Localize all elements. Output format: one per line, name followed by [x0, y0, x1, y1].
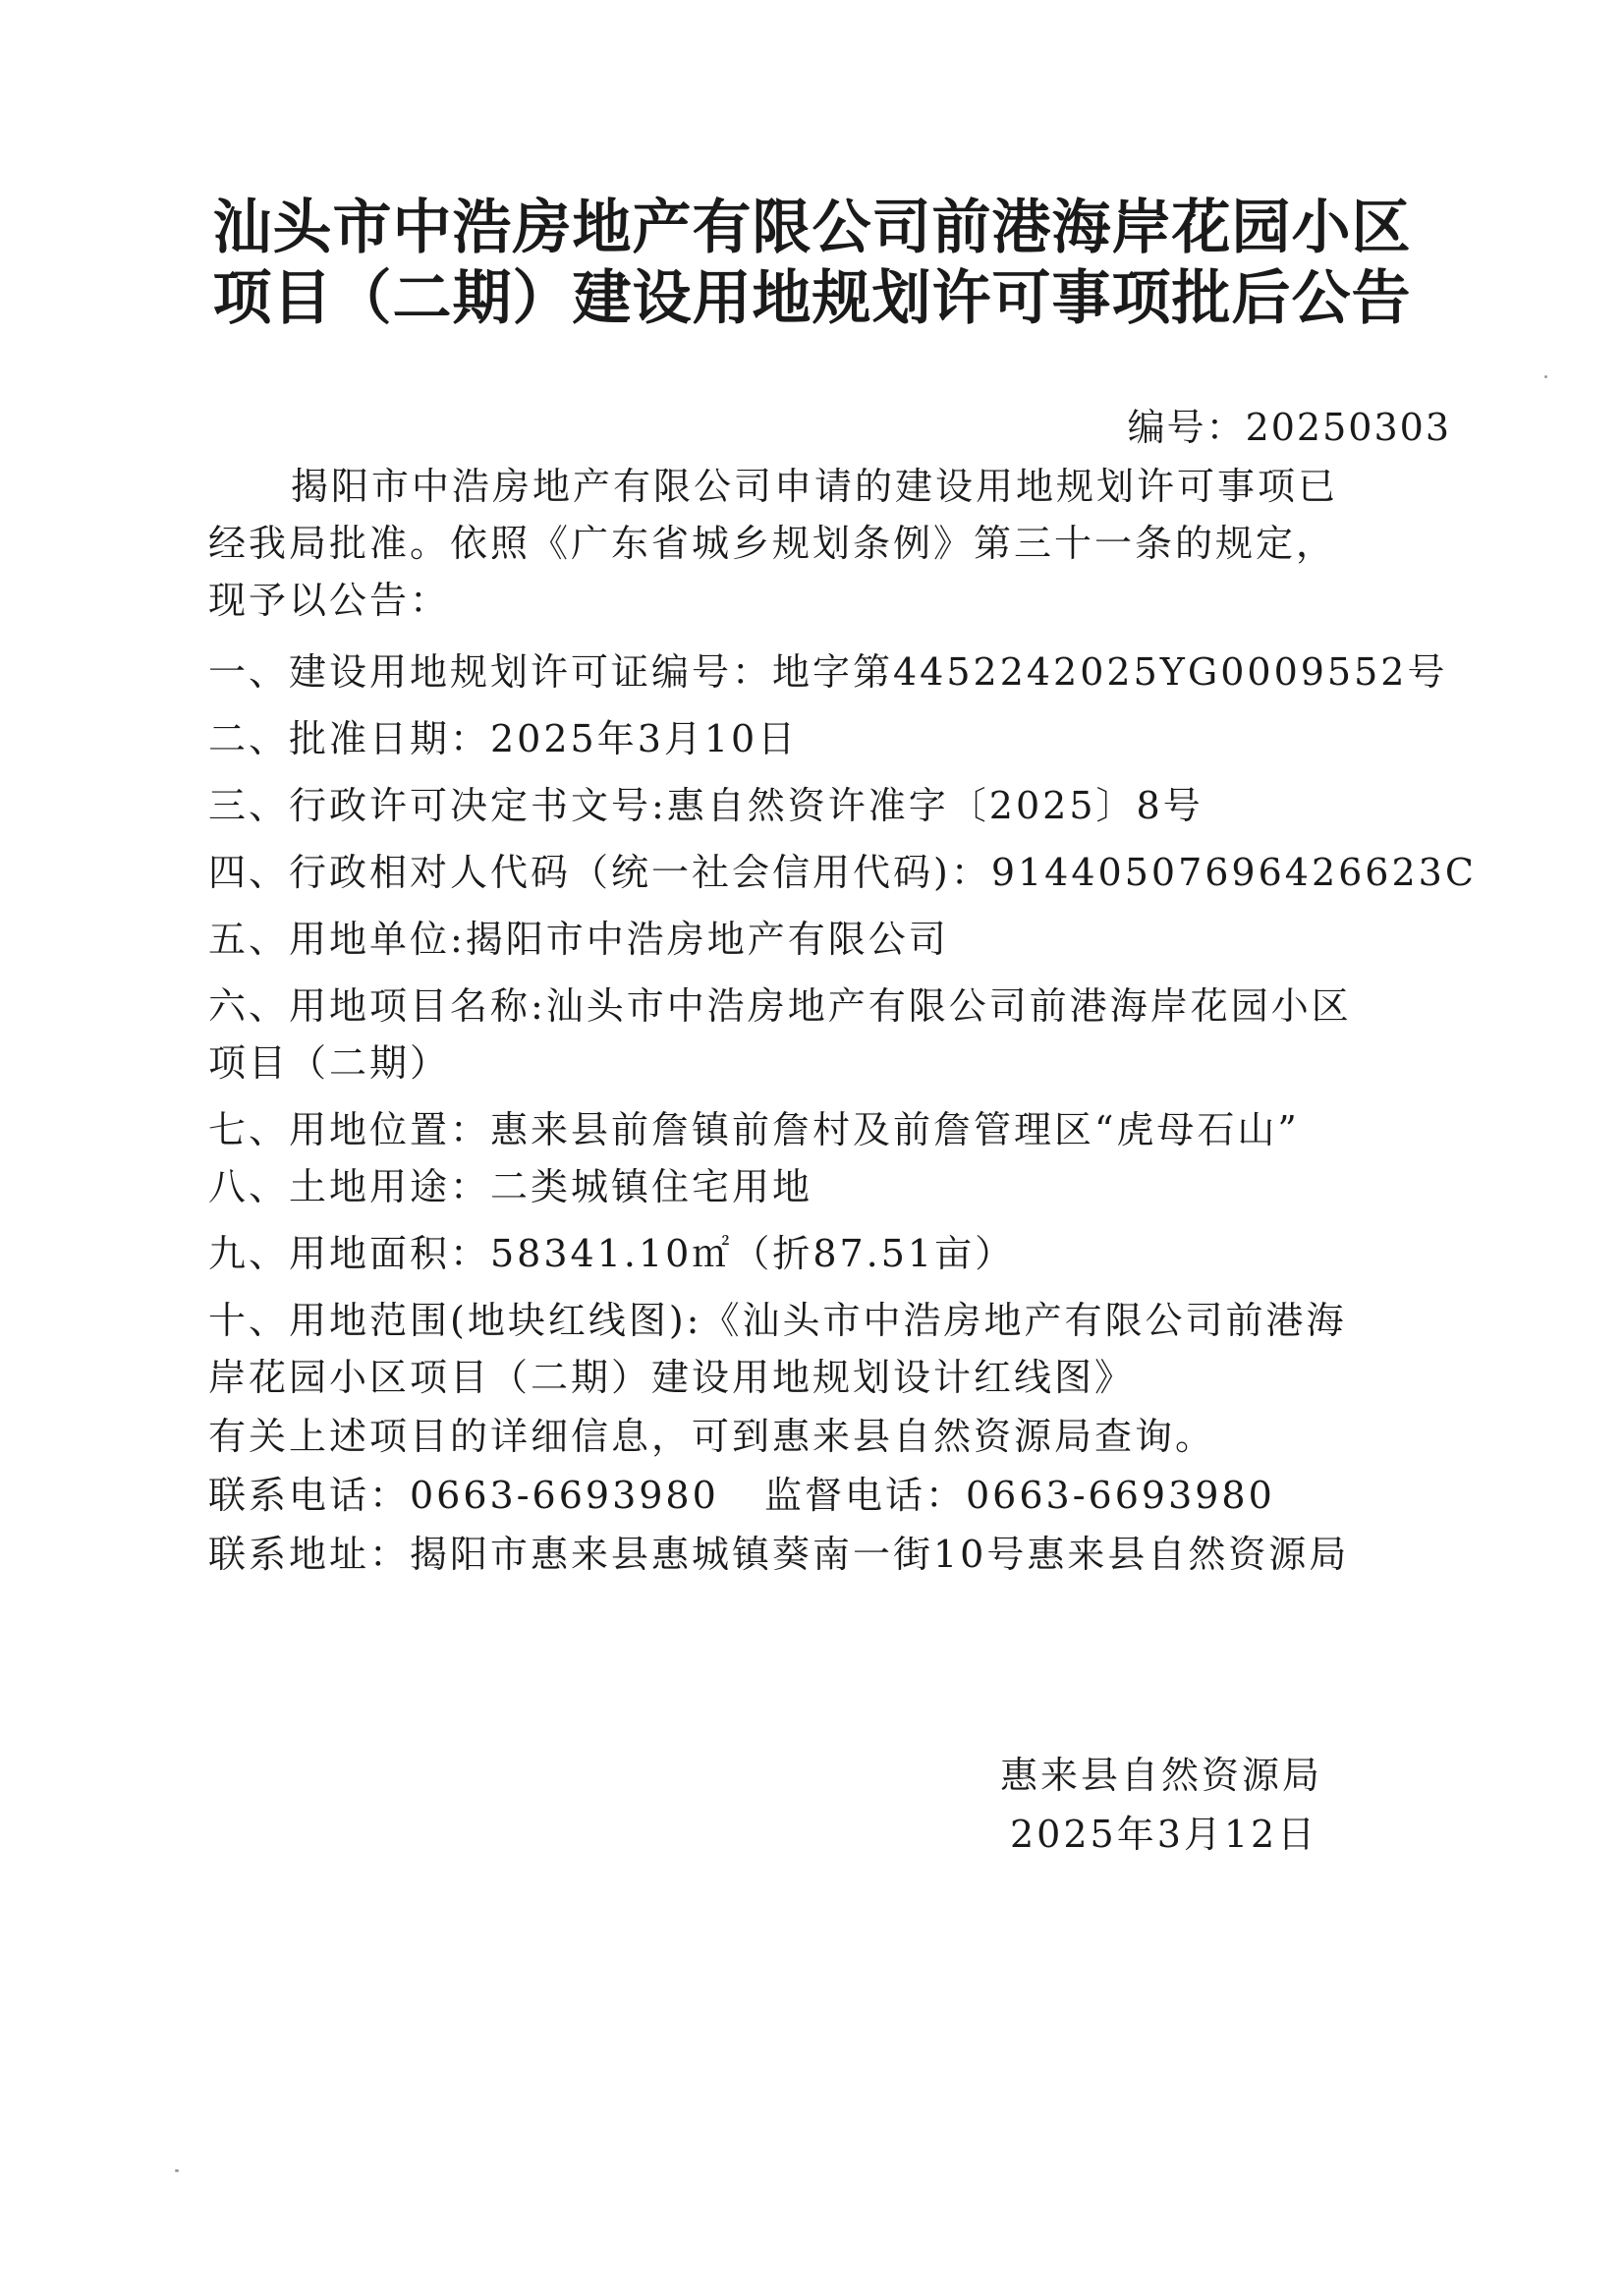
- signature-date: 2025年3月12日: [1010, 1813, 1318, 1856]
- details-note: 有关上述项目的详细信息，可到惠来县自然资源局查询。: [208, 1415, 1216, 1458]
- item-approval-date: 二、批准日期：2025年3月10日: [208, 717, 799, 760]
- item-land-area: 九、用地面积：58341.10㎡（折87.51亩）: [208, 1232, 1016, 1275]
- title-line-2: 项目（二期）建设用地规划许可事项批后公告: [212, 264, 1412, 333]
- item-land-scope: 十、用地范围(地块红线图):《汕头市中浩房地产有限公司前港海: [208, 1299, 1347, 1342]
- contact-address: 联系地址：揭阳市惠来县惠城镇葵南一街10号惠来县自然资源局: [208, 1533, 1350, 1576]
- item-project-name-continued: 项目（二期）: [208, 1041, 451, 1085]
- item-land-location: 七、用地位置：惠来县前詹镇前詹村及前詹管理区“虎母石山”: [208, 1108, 1300, 1151]
- item-project-name: 六、用地项目名称:汕头市中浩房地产有限公司前港海岸花园小区: [208, 984, 1352, 1028]
- title-line-1: 汕头市中浩房地产有限公司前港海岸花园小区: [212, 194, 1412, 262]
- contact-phone: 联系电话：0663-6693980: [208, 1474, 719, 1517]
- item-credit-code: 四、行政相对人代码（统一社会信用代码)：91440507696426623C: [208, 851, 1477, 894]
- signature-organization: 惠来县自然资源局: [1000, 1754, 1323, 1797]
- item-land-user: 五、用地单位:揭阳市中浩房地产有限公司: [208, 918, 949, 961]
- intro-line-3: 现予以公告：: [208, 579, 451, 622]
- supervise-phone: 监督电话：0663-6693980: [764, 1474, 1275, 1517]
- scan-speck: [175, 2169, 179, 2172]
- item-land-scope-continued: 岸花园小区项目（二期）建设用地规划设计红线图》: [208, 1356, 1136, 1399]
- scan-speck: [1544, 375, 1547, 378]
- intro-line-1: 揭阳市中浩房地产有限公司申请的建设用地规划许可事项已: [291, 465, 1339, 508]
- document-number: 编号：20250303: [1127, 406, 1451, 449]
- intro-line-2: 经我局批准。依照《广东省城乡规划条例》第三十一条的规定，: [208, 522, 1337, 565]
- item-decision-number: 三、行政许可决定书文号:惠自然资许准字〔2025〕8号: [208, 784, 1204, 827]
- item-land-use: 八、土地用途：二类城镇住宅用地: [208, 1165, 813, 1208]
- item-permit-number: 一、建设用地规划许可证编号：地字第4452242025YG0009552号: [208, 650, 1448, 694]
